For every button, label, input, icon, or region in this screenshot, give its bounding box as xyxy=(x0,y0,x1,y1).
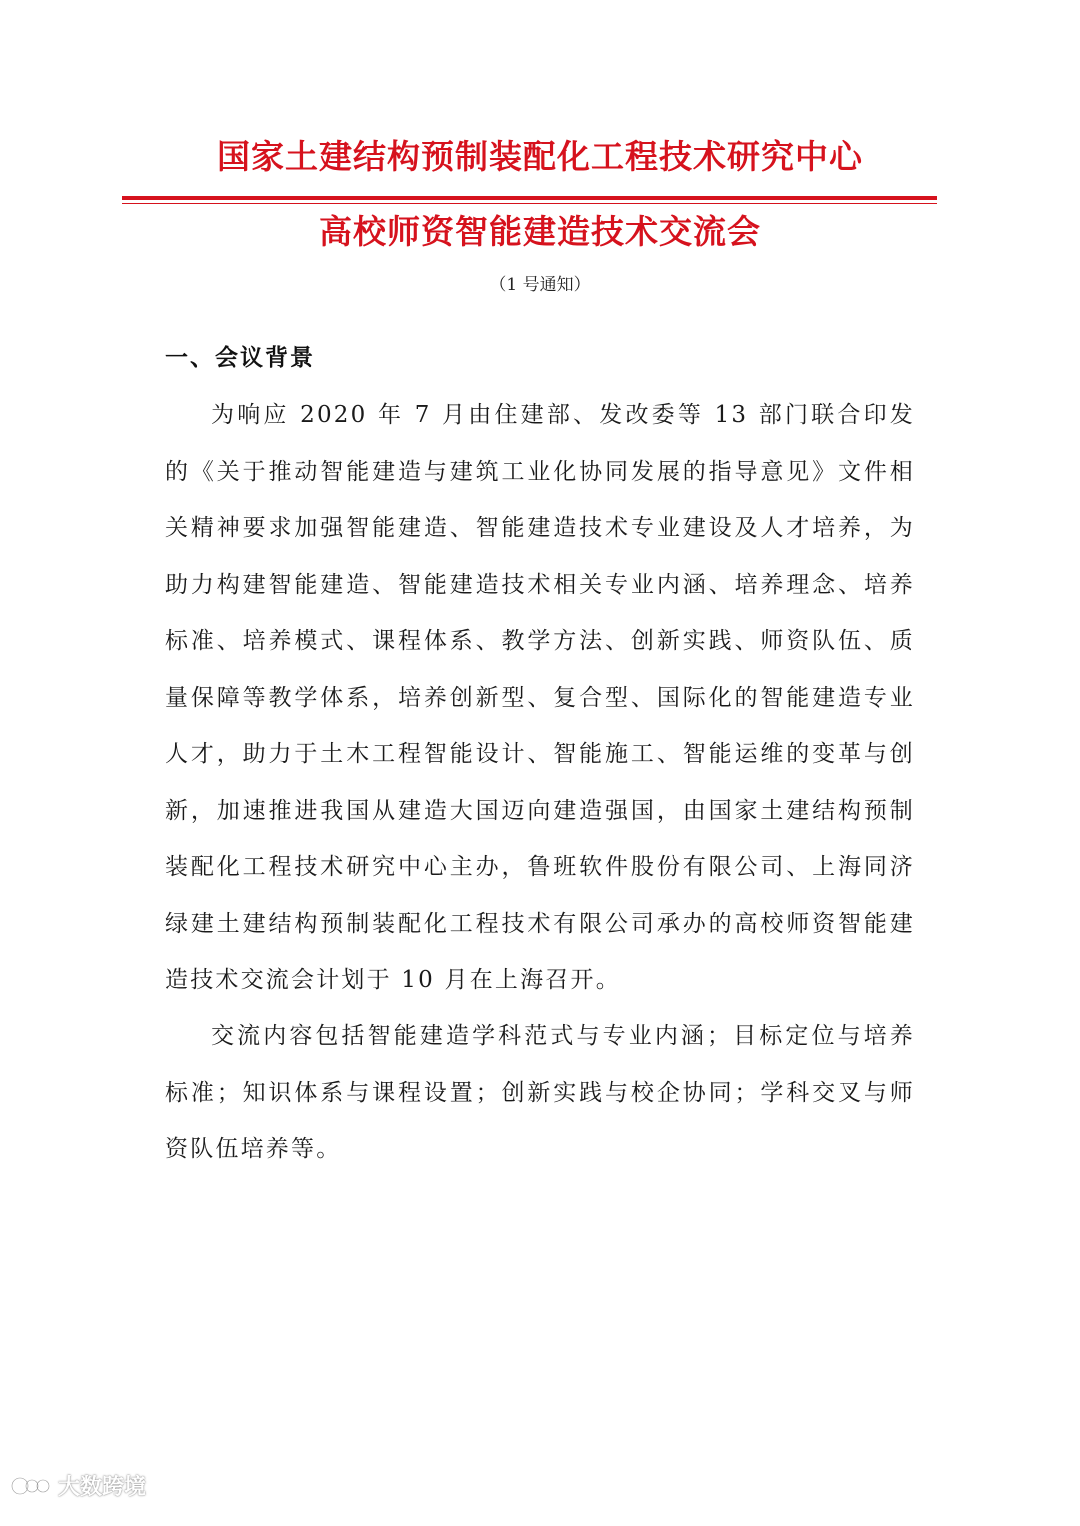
body-paragraph: 为响应 2020 年 7 月由住建部、发改委等 13 部门联合印发的《关于推动智能建造与建筑工业化协同发展的指导意见》文件相关精神要求加强智能建造、智能建造技术专业建设及人才培养，为助力构建智能建造、智能建造技术相关专业内涵、培养理念、培养标准、培养模式、课程体系、教学方法、创新实践、师资队伍、质量保障等教学体系，培养创新型、复合型、国际化的智能建造专业人才，助力于土木工程智能设计、智能施工、智能运维的变革与创新，加速推进我国从建造大国迈向建造强国，由国家土建结构预制装配化工程技术研究中心主办，鲁班软件股份有限公司、上海同济绿建土建结构预制装配化工程技术有限公司承办的高校师资智能建造技术交流会计划于 10 月在上海召开。 xyxy=(165,402,915,993)
watermark-text: 大数跨境 xyxy=(58,1475,147,1500)
watermark xyxy=(10,1470,146,1501)
body-paragraph: 交流内容包括智能建造学科范式与专业内涵；目标定位与培养标准；知识体系与课程设置；创新实践与校企协同；学科交叉与师资队伍培养等。 xyxy=(165,1023,915,1162)
page-title: 国家土建结构预制装配化工程技术研究中心 xyxy=(217,137,863,176)
notice-number: （1 号通知） xyxy=(489,275,591,295)
header-divider-thin xyxy=(122,203,937,204)
page-subtitle: 高校师资智能建造技术交流会 xyxy=(319,212,761,251)
section-heading: 一、会议背景 xyxy=(165,345,315,371)
header-divider-thick xyxy=(122,196,937,200)
brand-logo-icon xyxy=(10,1472,54,1500)
